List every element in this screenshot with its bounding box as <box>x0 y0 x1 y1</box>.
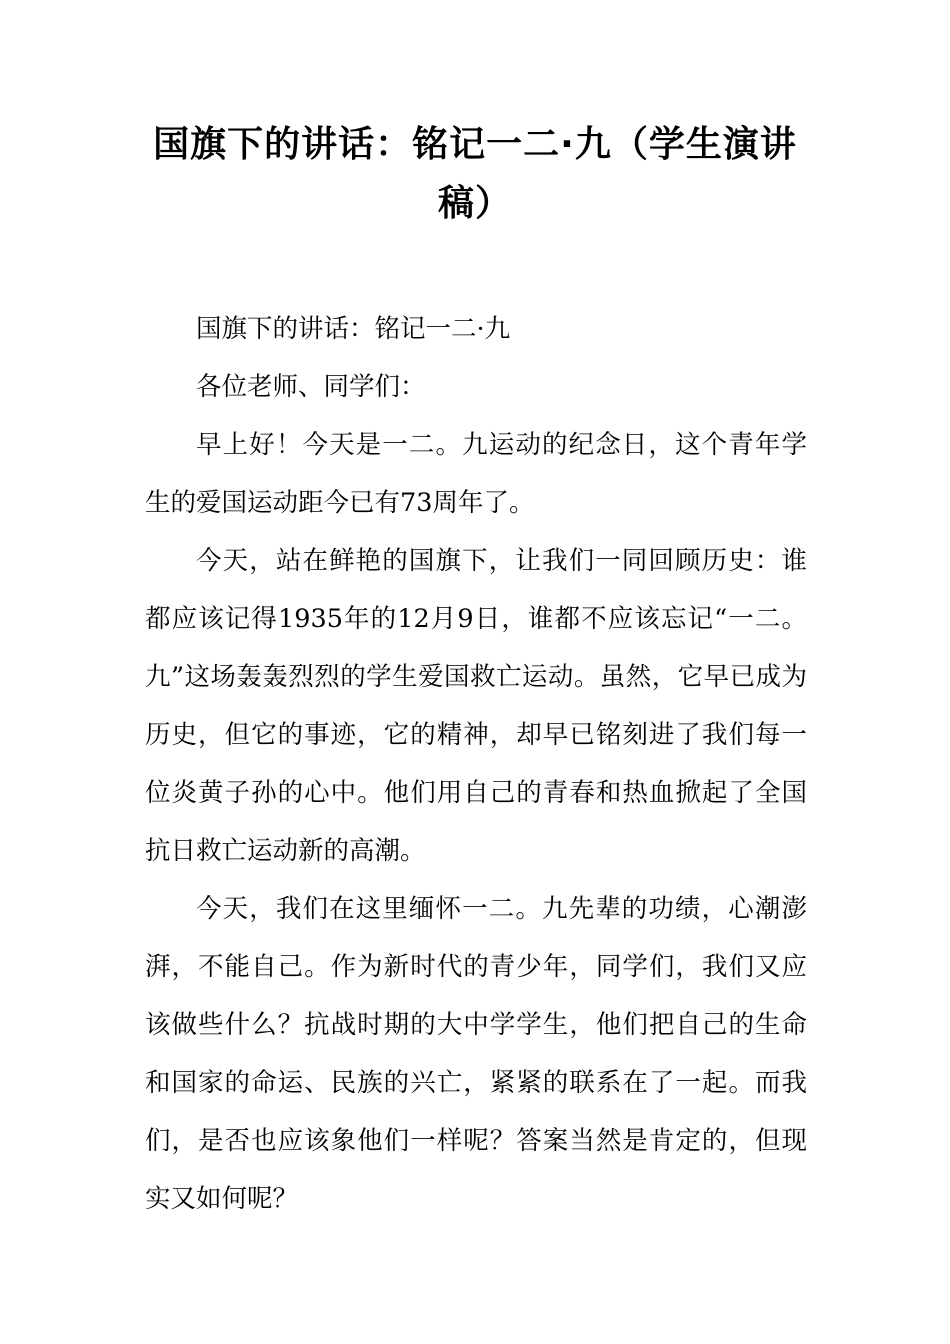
speech-heading: 国旗下的讲话：铭记一二·九 <box>196 314 511 344</box>
paragraph-reflection: 今天，我们在这里缅怀一二。九先辈的功绩，心潮澎湃，不能自己。作为新时代的青少年，同学们，我们又应该做些什么？抗战时期的大中学学生，他们把自己的生命和国家的命运、民族的兴亡，紧紧的联系在了一起。而我们，是否也应该象他们一样呢？答案当然是肯定的，但现实又如何呢？ <box>145 894 807 1214</box>
document-title: 国旗下的讲话：铭记一二·九（学生演讲稿） <box>153 124 797 224</box>
paragraph-greeting: 早上好！今天是一二。九运动的纪念日，这个青年学生的爱国运动距今已有73周年了。 <box>145 430 807 518</box>
document-body <box>145 300 807 1228</box>
paragraph-history: 今天，站在鲜艳的国旗下，让我们一同回顾历史：谁都应该记得1935年的12月9日，谁都不应该忘记“一二。九”这场轰轰烈烈的学生爱国救亡运动。虽然，它早已成为历史，但它的事迹，它的精神，却早已铭刻进了我们每一位炎黄子孙的心中。他们用自己的青春和热血掀起了全国抗日救亡运动新的高潮。 <box>145 546 807 866</box>
salutation: 各位老师、同学们： <box>196 372 426 402</box>
